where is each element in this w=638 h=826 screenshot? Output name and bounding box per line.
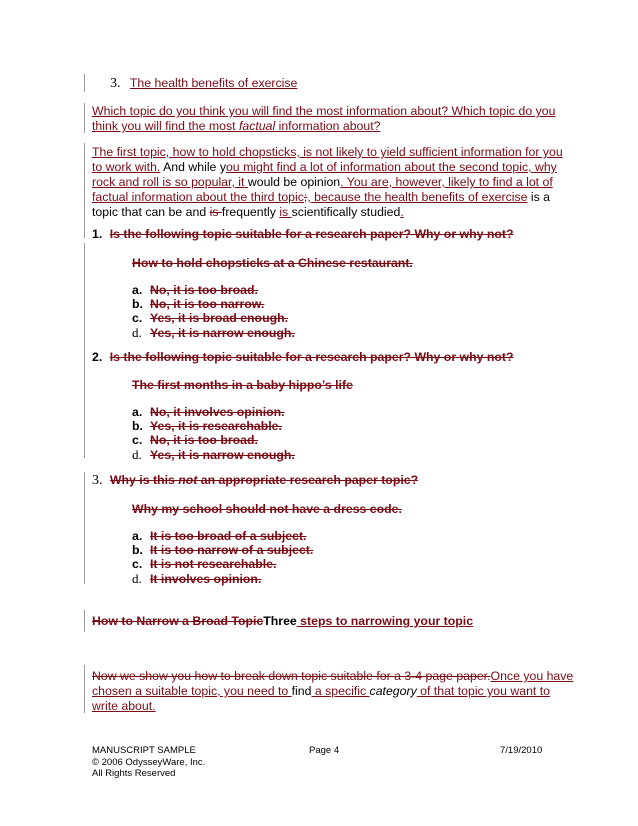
closing-line: write about.	[92, 699, 156, 713]
footer-page-number: Page 4	[309, 745, 340, 756]
q1-option-d: d. Yes, it is narrow enough.	[132, 325, 295, 340]
question-number: 2.	[92, 350, 103, 364]
change-bar-icon	[84, 143, 85, 238]
answer-line: topic that can be and is frequently is scientifically studied.	[92, 205, 404, 219]
question-text: Is the following topic suitable for a research paper? Why or why not?	[109, 227, 514, 241]
change-bar-icon	[84, 243, 85, 458]
question-2-topic: The first months in a baby hippo’s life	[132, 378, 353, 392]
list-item-text: The health benefits of exercise	[129, 76, 298, 90]
section-heading: How to Narrow a Broad TopicThree steps to narrowing your topic	[92, 614, 474, 628]
q2-option-d: d. Yes, it is narrow enough.	[132, 447, 295, 462]
question-3	[92, 473, 552, 488]
footer-date: 7/19/2010	[500, 745, 543, 756]
footer-left	[92, 745, 205, 780]
list-number: 3.	[110, 76, 121, 91]
answer-line: The first topic, how to hold chopsticks, is not likely to yield sufficient information for you	[92, 145, 563, 159]
q2-option-a: a. No, it involves opinion.	[132, 405, 285, 419]
q3-option-d: d. It involves opinion.	[132, 571, 262, 586]
list-item-health-benefits	[110, 76, 570, 91]
closing-line: chosen a suitable topic, you need to find a specific category of that topic you want to	[92, 684, 551, 698]
question-1	[92, 227, 552, 242]
question-text: Is the following topic suitable for a research paper? Why or why not?	[109, 350, 514, 364]
prompt-paragraph	[92, 104, 556, 134]
q2-option-b: b. Yes, it is researchable.	[132, 419, 282, 433]
change-bar-icon	[84, 665, 85, 713]
q1-option-a: a. No, it is too broad.	[132, 283, 258, 297]
q3-option-b: b. It is too narrow of a subject.	[132, 543, 314, 557]
change-bar-icon	[84, 103, 85, 133]
answer-line: factual information about the third topic;, because the health benefits of exercise is a	[92, 190, 551, 204]
closing-paragraph	[92, 669, 574, 714]
change-bar-icon	[84, 610, 85, 632]
prompt-line: think you will find the most factual information about?	[92, 119, 381, 133]
q1-option-b: b. No, it is too narrow.	[132, 297, 265, 311]
question-number: 3.	[92, 473, 103, 488]
change-bar-icon	[84, 74, 85, 92]
q2-option-c: c. No, it is too broad.	[132, 433, 258, 447]
answer-paragraph	[92, 145, 563, 220]
footer-manuscript-label: MANUSCRIPT SAMPLE	[92, 745, 196, 756]
question-2	[92, 350, 552, 365]
change-bar-icon	[84, 472, 85, 584]
footer-rights: All Rights Reserved	[92, 768, 176, 779]
answer-line: rock and roll is so popular, it would be opinion. You are, however, likely to find a lot of	[92, 175, 553, 189]
question-text: Why is this not an appropriate research paper topic?	[109, 473, 419, 487]
question-1-topic: How to hold chopsticks at a Chinese restaurant.	[132, 256, 413, 270]
q3-option-a: a. It is too broad of a subject.	[132, 529, 307, 543]
closing-line: Now we show you how to break down topic suitable for a 3-4 page paper.Once you have	[92, 669, 574, 683]
footer-copyright: © 2006 OdysseyWare, Inc.	[92, 756, 206, 768]
question-3-topic: Why my school should not have a dress code.	[132, 502, 402, 516]
question-number: 1.	[92, 227, 103, 241]
q3-option-c: c. It is not researchable.	[132, 557, 277, 571]
q1-option-c: c. Yes, it is broad enough.	[132, 311, 289, 325]
answer-line: to work with. And while you might find a lot of information about the second topic, why	[92, 160, 557, 174]
prompt-line: Which topic do you think you will find the most information about? Which topic do you	[92, 104, 556, 118]
